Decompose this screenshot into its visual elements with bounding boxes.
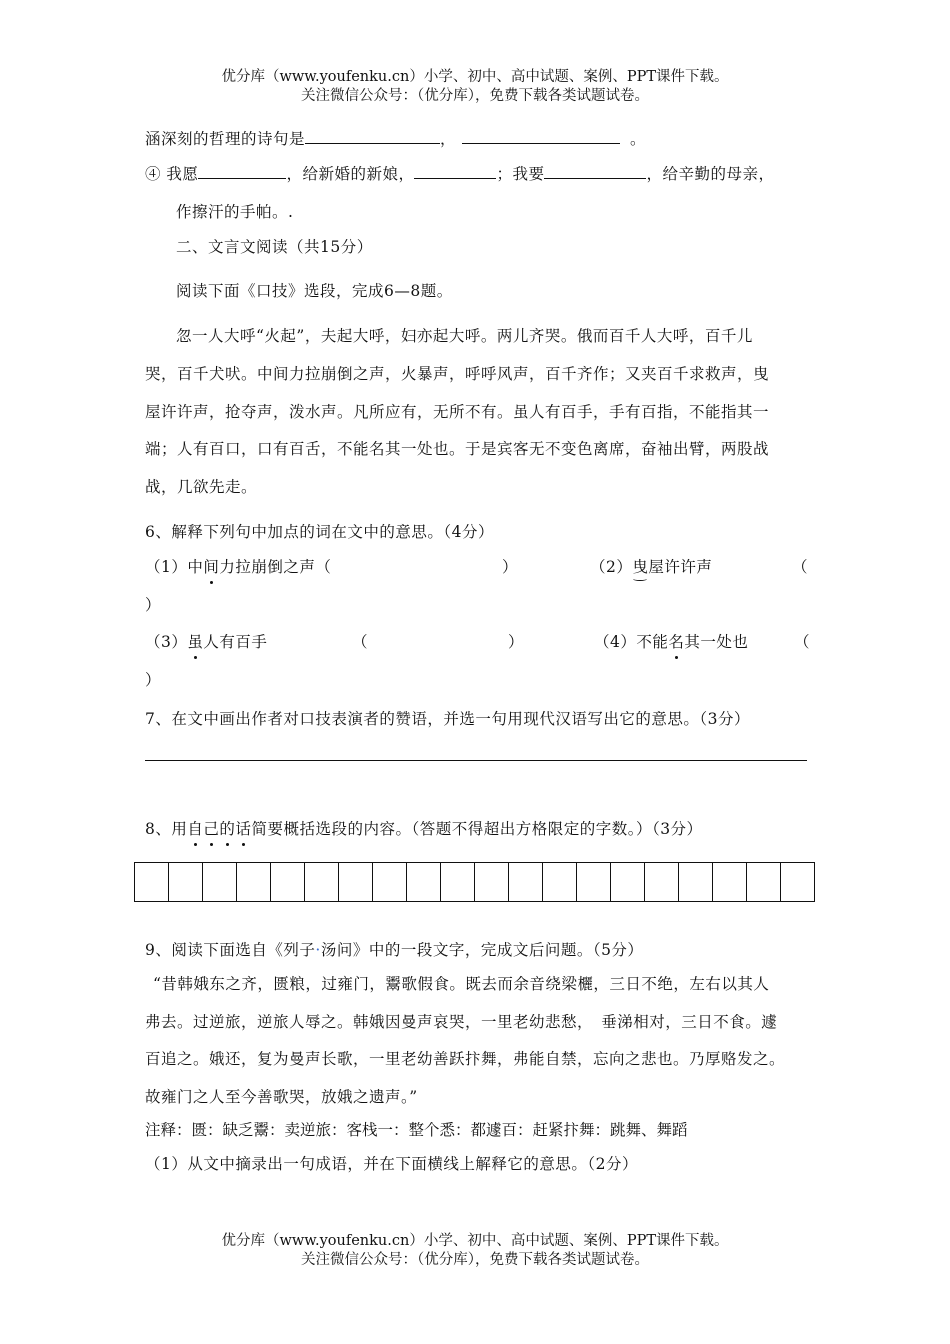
q6-item-2-text: 屋许许声 <box>648 558 713 576</box>
answer-grid-cell[interactable] <box>679 863 713 901</box>
q6-item-2-open: （ <box>792 558 809 576</box>
q6-item-4 <box>594 630 748 652</box>
poem-question-line <box>145 127 646 149</box>
answer-grid-cell[interactable] <box>543 863 577 901</box>
q6-item-3 <box>145 630 267 652</box>
q8-dotted-char: 自 <box>187 817 203 839</box>
q6-item-1-close: ） <box>502 558 519 576</box>
q6-item-4-text: 其一处也 <box>684 633 749 651</box>
q9-passage-line: 故雍门之人至今善歌哭，放娥之遗声。” <box>145 1088 418 1106</box>
section2-intro: 阅读下面《口技》选段，完成6—8题。 <box>176 282 453 300</box>
page-header-line1: 优分库（www.youfenku.cn）小学、初中、高中试题、案例、PPT课件下载。 <box>221 69 729 85</box>
wish-answer-blank-2[interactable] <box>414 164 496 179</box>
answer-grid-cell[interactable] <box>169 863 203 901</box>
answer-grid-cell[interactable] <box>373 863 407 901</box>
answer-grid-cell[interactable] <box>509 863 543 901</box>
passage-line: 屋许许声，抢夺声，泼水声。凡所应有，无所不有。虽人有百手，手有百指，不能指其一 <box>145 403 770 421</box>
q9-passage-line: 百追之。娥还，复为曼声长歌，一里老幼善跃抃舞，弗能自禁，忘向之悲也。乃厚赂发之。 <box>145 1050 786 1068</box>
q6-item-4-num: （4）不能 <box>594 633 669 651</box>
answer-grid-cell[interactable] <box>747 863 781 901</box>
wish-part2: ，给新婚的新娘， <box>286 165 415 183</box>
q6-item-3-marked-char: 虽 <box>187 630 203 652</box>
q9-title <box>145 938 643 960</box>
q6-item-4-open: （ <box>794 633 811 651</box>
wish-answer-blank-3[interactable] <box>544 164 646 179</box>
answer-grid-cell[interactable] <box>611 863 645 901</box>
answer-grid-cell[interactable] <box>271 863 305 901</box>
q8-dotted-char: 己 <box>203 817 219 839</box>
passage-line: 忽一人大呼“火起”，夫起大呼，妇亦起大呼。两儿齐哭。俄而百千人大呼，百千儿 <box>176 327 753 345</box>
answer-grid-cell[interactable] <box>645 863 679 901</box>
q6-item-2-num: （2） <box>590 558 633 576</box>
q8-title <box>145 817 703 839</box>
q6-item-3-open: （ <box>352 633 369 651</box>
q9-subquestion-1: （1）从文中摘录出一句成语，并在下面横线上解释它的意思。（2分） <box>145 1155 638 1173</box>
wish-part1: ④ 我愿 <box>145 165 199 183</box>
answer-grid-cell[interactable] <box>305 863 339 901</box>
q9-title-suffix: 汤问》中的一段文字，完成文后问题。（5分） <box>320 941 644 959</box>
q6-item-2 <box>590 555 712 577</box>
q6-item-3-close: ） <box>508 633 525 651</box>
section2-heading: 二、文言文阅读（共15分） <box>176 238 373 256</box>
answer-grid-cell[interactable] <box>441 863 475 901</box>
q6-item-3-text: 人有百手 <box>203 633 268 651</box>
q9-notes: 注释：匮：缺乏鬻：卖逆旅：客栈一：整个悉：都遽百：赶紧抃舞：跳舞、舞蹈 <box>145 1121 688 1139</box>
q6-item-1 <box>145 555 331 577</box>
q6-wrap-close-2: ） <box>145 671 162 689</box>
page-footer-line1: 优分库（www.youfenku.cn）小学、初中、高中试题、案例、PPT课件下载。 <box>221 1233 729 1249</box>
q6-item-3-num: （3） <box>145 633 188 651</box>
answer-grid-cell[interactable] <box>475 863 509 901</box>
q6-item-1-text: 力拉崩倒之声（ <box>219 558 332 576</box>
q8-dotted-char: 话 <box>235 817 251 839</box>
answer-grid-cell[interactable] <box>237 863 271 901</box>
wish-question-line <box>145 162 774 184</box>
q6-title: 6、解释下列句中加点的词在文中的意思。（4分） <box>145 523 494 541</box>
answer-grid-cell[interactable] <box>407 863 441 901</box>
answer-grid-cell[interactable] <box>781 863 815 901</box>
q9-passage-line: 弗去。过逆旅，逆旅人辱之。韩娥因曼声哀哭，一里老幼悲愁， 垂涕相对，三日不食。遽 <box>145 1013 778 1031</box>
q7-title: 7、在文中画出作者对口技表演者的赞语，并选一句用现代汉语写出它的意思。（3分） <box>145 710 750 728</box>
poem-prefix: 涵深刻的哲理的诗句是 <box>145 130 306 148</box>
answer-grid-cell[interactable] <box>577 863 611 901</box>
answer-grid-cell[interactable] <box>713 863 747 901</box>
poem-end: 。 <box>630 130 647 148</box>
q7-answer-line[interactable] <box>145 760 807 761</box>
q6-item-1-marked-char: 间 <box>203 555 219 577</box>
q6-item-4-marked-char: 名 <box>668 630 684 652</box>
wish-part3: ；我要 <box>496 165 545 183</box>
q9-title-prefix: 9、阅读下面选自《列子 <box>145 941 316 959</box>
passage-line: 端；人有百口，口有百舌，不能名其一处也。于是宾客无不变色离席，奋袖出臂，两股战 <box>145 440 770 458</box>
q6-item-2-marked-char: 曳 <box>632 555 648 577</box>
q6-wrap-close-1: ） <box>145 596 162 614</box>
answer-grid-cell[interactable] <box>203 863 237 901</box>
answer-grid-cell[interactable] <box>135 863 169 901</box>
answer-grid-cell[interactable] <box>339 863 373 901</box>
passage-line: 哭，百千犬吠。中间力拉崩倒之声，火暴声，呼呼风声，百千齐作；又夹百千求救声，曳 <box>145 365 770 383</box>
page-header-line2: 关注微信公众号：（优分库），免费下载各类试题试卷。 <box>301 88 649 104</box>
page-footer-line2: 关注微信公众号：（优分库），免费下载各类试题试卷。 <box>301 1252 649 1268</box>
q9-title-separator: · <box>315 941 321 959</box>
q8-answer-grid <box>134 862 815 902</box>
poem-answer-blank-1[interactable] <box>305 129 440 144</box>
passage-line: 战，几欲先走。 <box>145 478 258 496</box>
q8-title-prefix: 8、用 <box>145 820 188 838</box>
poem-answer-blank-2[interactable] <box>462 129 620 144</box>
q9-passage-line: “昔韩娥东之齐，匮粮，过雍门，鬻歌假食。既去而余音绕梁欐，三日不绝，左右以其人 <box>153 975 770 993</box>
q8-title-suffix: 简要概括选段的内容。（答题不得超出方格限定的字数。）（3分） <box>251 820 703 838</box>
wish-part4: ，给辛勤的母亲， <box>646 165 775 183</box>
wish-line2: 作擦汗的手帕。. <box>176 203 294 221</box>
q6-item-1-num: （1）中 <box>145 558 204 576</box>
q8-dotted-char: 的 <box>219 817 235 839</box>
wish-answer-blank-1[interactable] <box>198 164 286 179</box>
poem-comma: ， <box>440 130 457 148</box>
